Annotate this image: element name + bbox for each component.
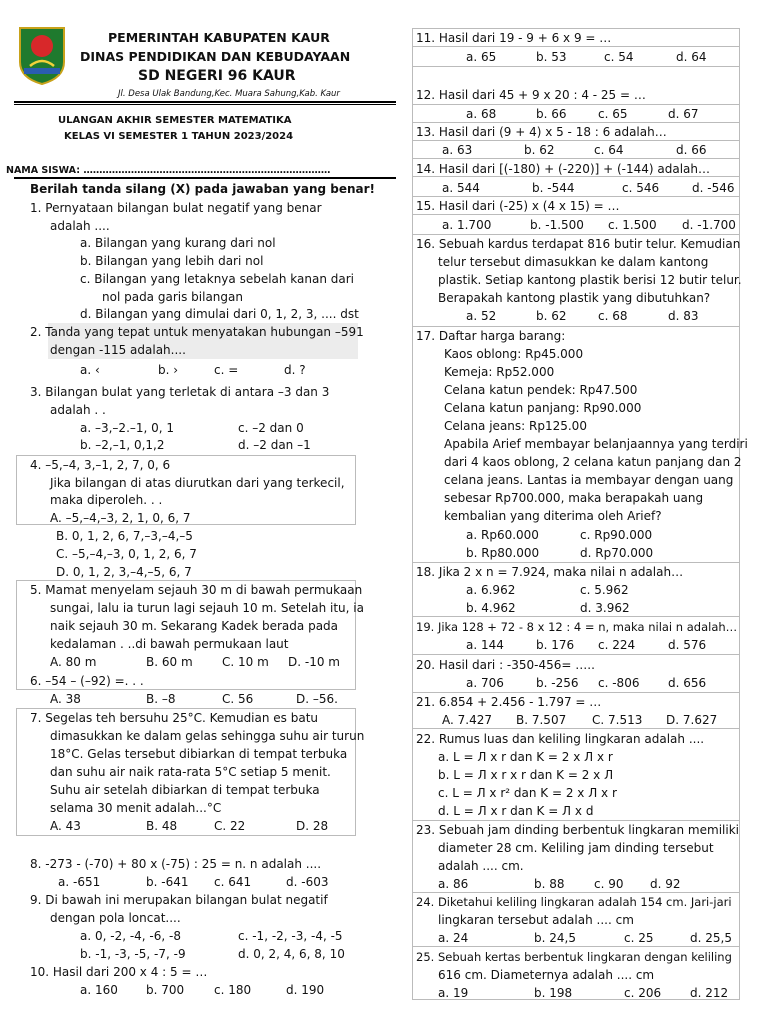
q12-option-a[interactable]: a. 68 <box>466 107 497 121</box>
q11-option-c[interactable]: c. 54 <box>604 50 634 64</box>
q24-option-d[interactable]: d. 25,5 <box>690 931 732 945</box>
question-7-line2: dimasukkan ke dalam gelas sehingga suhu air turun <box>50 729 365 743</box>
q21-option-c[interactable]: C. 7.513 <box>592 713 643 727</box>
question-12: 12. Hasil dari 45 + 9 x 20 : 4 - 25 = … <box>416 88 646 102</box>
q12-option-b[interactable]: b. 66 <box>536 107 567 121</box>
q24-option-b[interactable]: b. 24,5 <box>534 931 576 945</box>
q25-option-c[interactable]: c. 206 <box>624 986 662 1000</box>
q16-option-b[interactable]: b. 62 <box>536 309 567 323</box>
q17-story-1: Apabila Arief membayar belanjaannya yang terdiri <box>444 437 748 451</box>
q18-option-c[interactable]: c. 5.962 <box>580 583 629 597</box>
question-25-line2: 616 cm. Diameternya adalah .... cm <box>438 968 655 982</box>
q19-option-c[interactable]: c. 224 <box>598 638 636 652</box>
question-16-line3: plastik. Setiap kantong plastik berisi 12 butir telur. <box>438 273 742 287</box>
q20-option-a[interactable]: a. 706 <box>466 676 504 690</box>
question-14: 14. Hasil dari [(-180) + (-220)] + (-144) adalah… <box>416 162 711 176</box>
question-18: 18. Jika 2 x n = 7.924, maka nilai n adalah… <box>416 565 684 579</box>
question-10: 10. Hasil dari 200 x 4 : 5 = … <box>30 965 208 979</box>
question-5-line4: kedalaman . ..di bawah permukaan laut <box>50 637 289 651</box>
q4-option-d[interactable]: D. 0, 1, 2, 3,–4,–5, 6, 7 <box>56 565 192 579</box>
q17-price-5: Celana jeans: Rp125.00 <box>444 419 587 433</box>
question-13: 13. Hasil dari (9 + 4) x 5 - 18 : 6 adalah… <box>416 125 667 139</box>
q3-option-b[interactable]: b. –2,–1, 0,1,2 <box>80 438 165 452</box>
question-25: 25. Sebuah kertas berbentuk lingkaran dengan keliling <box>416 950 732 964</box>
q3-option-c[interactable]: c. –2 dan 0 <box>238 421 304 435</box>
row-divider <box>412 692 740 693</box>
q25-option-b[interactable]: b. 198 <box>534 986 573 1000</box>
q15-option-c[interactable]: c. 1.500 <box>608 218 657 232</box>
q17-story-2: dari 4 kaos oblong, 2 celana katun panjang dan 2 <box>444 455 742 469</box>
row-divider <box>412 214 740 215</box>
q17-price-1: Kaos oblong: Rp45.000 <box>444 347 584 361</box>
question-7: 7. Segelas teh bersuhu 25°C. Kemudian es batu <box>30 711 319 725</box>
q19-option-b[interactable]: b. 176 <box>536 638 575 652</box>
instruction: Berilah tanda silang (X) pada jawaban yang benar! <box>30 182 376 196</box>
question-5: 5. Mamat menyelam sejauh 30 m di bawah permukaan <box>30 583 363 597</box>
question-4-line2: Jika bilangan di atas diurutkan dari yang terkecil, <box>50 476 345 490</box>
question-7-line3: 18°C. Gelas tersebut dibiarkan di tempat terbuka <box>50 747 348 761</box>
school-logo <box>16 26 68 86</box>
header-rule-thick <box>14 101 396 103</box>
q23-option-d[interactable]: d. 92 <box>650 877 681 891</box>
question-20: 20. Hasil dari : -350-456= ….. <box>416 658 595 672</box>
q17-option-d[interactable]: d. Rp70.000 <box>580 546 654 560</box>
row-divider <box>412 326 740 327</box>
q10-option-a[interactable]: a. 160 <box>80 983 118 997</box>
q1-option-d[interactable]: d. Bilangan yang dimulai dari 0, 1, 2, 3, .... dst <box>80 307 359 321</box>
q17-story-3: celana jeans. Lantas ia membayar dengan uang <box>444 473 734 487</box>
question-6: 6. –54 – (–92) =. . . <box>30 674 144 688</box>
q1-option-a[interactable]: a. Bilangan yang kurang dari nol <box>80 236 276 250</box>
question-16-line2: telur tersebut dimasukkan ke dalam kantong <box>438 255 709 269</box>
q16-option-a[interactable]: a. 52 <box>466 309 497 323</box>
q15-option-a[interactable]: a. 1.700 <box>442 218 492 232</box>
q18-option-a[interactable]: a. 6.962 <box>466 583 516 597</box>
row-divider <box>412 158 740 159</box>
q6-option-c[interactable]: C. 56 <box>222 692 254 706</box>
exam-class: KELAS VI SEMESTER 1 TAHUN 2023/2024 <box>64 131 294 142</box>
q25-option-d[interactable]: d. 212 <box>690 986 729 1000</box>
q14-option-a[interactable]: a. 544 <box>442 181 480 195</box>
question-1-line2: adalah .... <box>50 219 110 233</box>
row-divider <box>412 820 740 821</box>
q21-option-a[interactable]: A. 7.427 <box>442 713 492 727</box>
header-address: Jl. Desa Ulak Bandung,Kec. Muara Sahung,Kab. Kaur <box>118 89 340 99</box>
q2-option-b[interactable]: b. › <box>158 363 179 377</box>
q6-option-d[interactable]: D. –56. <box>296 692 338 706</box>
q2-option-d[interactable]: d. ? <box>284 363 306 377</box>
row-divider <box>412 122 740 123</box>
q5-option-d[interactable]: D. -10 m <box>288 655 340 669</box>
question-9-line2: dengan pola loncat.... <box>50 911 181 925</box>
q23-option-b[interactable]: b. 88 <box>534 877 565 891</box>
question-7-line6: selama 30 menit adalah...°C <box>50 801 222 815</box>
q17-story-5: kembalian yang diterima oleh Arief? <box>444 509 662 523</box>
q8-option-d[interactable]: d. -603 <box>286 875 329 889</box>
q9-option-a[interactable]: a. 0, -2, -4, -6, -8 <box>80 929 181 943</box>
q17-price-4: Celana katun panjang: Rp90.000 <box>444 401 642 415</box>
q3-option-a[interactable]: a. –3,–2.–1, 0, 1 <box>80 421 175 435</box>
q14-option-d[interactable]: d. -546 <box>692 181 735 195</box>
q12-option-c[interactable]: c. 65 <box>598 107 628 121</box>
q11-option-d[interactable]: d. 64 <box>676 50 707 64</box>
q2-option-a[interactable]: a. ‹ <box>80 363 100 377</box>
q16-option-d[interactable]: d. 83 <box>668 309 699 323</box>
q15-option-b[interactable]: b. -1.500 <box>530 218 584 232</box>
q21-option-b[interactable]: B. 7.507 <box>516 713 567 727</box>
q10-option-b[interactable]: b. 700 <box>146 983 185 997</box>
name-rule <box>14 177 396 179</box>
q18-option-b[interactable]: b. 4.962 <box>466 601 516 615</box>
q15-option-d[interactable]: d. -1.700 <box>682 218 736 232</box>
row-divider <box>412 654 740 655</box>
q13-option-b[interactable]: b. 62 <box>524 143 555 157</box>
q1-option-c[interactable]: c. Bilangan yang letaknya sebelah kanan dari <box>80 272 355 286</box>
question-4: 4. –5,–4, 3,–1, 2, 7, 0, 6 <box>30 458 171 472</box>
question-15: 15. Hasil dari (-25) x (4 x 15) = … <box>416 199 620 213</box>
q5-option-a[interactable]: A. 80 m <box>50 655 97 669</box>
q23-option-c[interactable]: c. 90 <box>594 877 624 891</box>
q4-option-a[interactable]: A. –5,–4,–3, 2, 1, 0, 6, 7 <box>50 511 191 525</box>
question-3-line2: adalah . . <box>50 403 106 417</box>
q4-option-c[interactable]: C. –5,–4,–3, 0, 1, 2, 6, 7 <box>56 547 197 561</box>
question-4-line3: maka diperoleh. . . <box>50 493 163 507</box>
header-rule-thin <box>14 104 396 105</box>
q19-option-d[interactable]: d. 576 <box>668 638 707 652</box>
question-7-line4: dan suhu air naik rata-rata 5°C setiap 5 menit. <box>50 765 331 779</box>
question-23-line3: adalah .... cm. <box>438 859 524 873</box>
row-divider <box>412 46 740 47</box>
q7-option-d[interactable]: D. 28 <box>296 819 329 833</box>
q25-option-a[interactable]: a. 19 <box>438 986 469 1000</box>
q22-option-a[interactable]: a. L = Л x r dan K = 2 x Л x r <box>438 750 613 764</box>
question-8: 8. -273 - (-70) + 80 x (-75) : 25 = n. n adalah .... <box>30 857 322 871</box>
question-21: 21. 6.854 + 2.456 - 1.797 = … <box>416 695 602 709</box>
row-divider <box>412 616 740 617</box>
q22-option-d[interactable]: d. L = Л x r dan K = Л x d <box>438 804 594 818</box>
row-divider <box>412 728 740 729</box>
q24-option-c[interactable]: c. 25 <box>624 931 654 945</box>
question-23: 23. Sebuah jam dinding berbentuk lingkaran memiliki <box>416 823 739 837</box>
student-name-field[interactable]: NAMA SISWA: …………………………………………………………………… <box>6 165 331 176</box>
q2-option-c[interactable]: c. = <box>214 363 239 377</box>
header-school: SD NEGERI 96 KAUR <box>138 68 296 84</box>
q9-option-b[interactable]: b. -1, -3, -5, -7, -9 <box>80 947 186 961</box>
question-7-line5: Suhu air setelah dibiarkan di tempat terbuka <box>50 783 320 797</box>
q3-option-d[interactable]: d. –2 dan –1 <box>238 438 311 452</box>
row-divider <box>412 234 740 235</box>
q17-price-3: Celana katun pendek: Rp47.500 <box>444 383 638 397</box>
question-22: 22. Rumus luas dan keliling lingkaran adalah .... <box>416 732 705 746</box>
q7-option-b[interactable]: B. 48 <box>146 819 178 833</box>
q19-option-a[interactable]: a. 144 <box>466 638 504 652</box>
question-19: 19. Jika 128 + 72 - 8 x 12 : 4 = n, maka nilai n adalah… <box>416 620 738 634</box>
q17-option-b[interactable]: b. Rp80.000 <box>466 546 540 560</box>
q17-option-c[interactable]: c. Rp90.000 <box>580 528 653 542</box>
q14-option-b[interactable]: b. -544 <box>532 181 575 195</box>
q22-option-c[interactable]: c. L = Л x r² dan K = 2 x Л x r <box>438 786 617 800</box>
q4-option-b[interactable]: B. 0, 1, 2, 6, 7,–3,–4,–5 <box>56 529 193 543</box>
question-5-line3: naik sejauh 30 m. Sekarang Kadek berada pada <box>50 619 339 633</box>
q11-option-b[interactable]: b. 53 <box>536 50 567 64</box>
question-1: 1. Pernyataan bilangan bulat negatif yang benar <box>30 201 322 215</box>
exam-title: ULANGAN AKHIR SEMESTER MATEMATIKA <box>58 115 292 126</box>
question-17: 17. Daftar harga barang: <box>416 329 566 343</box>
q12-option-d[interactable]: d. 67 <box>668 107 699 121</box>
q9-option-c[interactable]: c. -1, -2, -3, -4, -5 <box>238 929 343 943</box>
header-department: DINAS PENDIDIKAN DAN KEBUDAYAAN <box>80 49 351 64</box>
question-16-line4: Berapakah kantong plastik yang dibutuhkan? <box>438 291 711 305</box>
q8-option-c[interactable]: c. 641 <box>214 875 252 889</box>
row-divider <box>412 196 740 197</box>
row-divider <box>412 562 740 563</box>
q13-option-d[interactable]: d. 66 <box>676 143 707 157</box>
q24-option-a[interactable]: a. 24 <box>438 931 469 945</box>
q8-option-a[interactable]: a. -651 <box>58 875 101 889</box>
q7-option-c[interactable]: C. 22 <box>214 819 246 833</box>
q17-story-4: sebesar Rp700.000, maka berapakah uang <box>444 491 704 505</box>
q16-option-c[interactable]: c. 68 <box>598 309 628 323</box>
q23-option-a[interactable]: a. 86 <box>438 877 469 891</box>
header-government: PEMERINTAH KABUPATEN KAUR <box>108 30 330 45</box>
q10-option-c[interactable]: c. 180 <box>214 983 252 997</box>
question-24-line2: lingkaran tersebut adalah .... cm <box>438 913 634 927</box>
q1-option-b[interactable]: b. Bilangan yang lebih dari nol <box>80 254 264 268</box>
q21-option-d[interactable]: D. 7.627 <box>666 713 718 727</box>
q17-price-2: Kemeja: Rp52.000 <box>444 365 555 379</box>
q9-option-d[interactable]: d. 0, 2, 4, 6, 8, 10 <box>238 947 345 961</box>
q1-option-c-line2: nol pada garis bilangan <box>102 290 243 304</box>
row-divider <box>412 946 740 947</box>
question-2: 2. Tanda yang tepat untuk menyatakan hubungan –591 <box>30 325 364 339</box>
row-divider <box>412 892 740 893</box>
q10-option-d[interactable]: d. 190 <box>286 983 325 997</box>
question-3: 3. Bilangan bulat yang terletak di antara –3 dan 3 <box>30 385 330 399</box>
q20-option-b[interactable]: b. -256 <box>536 676 579 690</box>
row-divider <box>412 66 740 67</box>
q8-option-b[interactable]: b. -641 <box>146 875 189 889</box>
question-9: 9. Di bawah ini merupakan bilangan bulat negatif <box>30 893 328 907</box>
question-24: 24. Diketahui keliling lingkaran adalah 154 cm. Jari-jari <box>416 895 732 909</box>
question-2-line2: dengan -115 adalah.... <box>50 343 186 357</box>
q17-option-a[interactable]: a. Rp60.000 <box>466 528 539 542</box>
q6-option-a[interactable]: A. 38 <box>50 692 81 706</box>
q11-option-a[interactable]: a. 65 <box>466 50 497 64</box>
q22-option-b[interactable]: b. L = Л x r x r dan K = 2 x Л <box>438 768 614 782</box>
question-5-line2: sungai, lalu ia turun lagi sejauh 10 m. Setelah itu, ia <box>50 601 364 615</box>
q5-option-b[interactable]: B. 60 m <box>146 655 193 669</box>
q20-option-d[interactable]: d. 656 <box>668 676 707 690</box>
q18-option-d[interactable]: d. 3.962 <box>580 601 630 615</box>
q5-option-c[interactable]: C. 10 m <box>222 655 269 669</box>
q7-option-a[interactable]: A. 43 <box>50 819 81 833</box>
row-divider <box>412 140 740 141</box>
question-11: 11. Hasil dari 19 - 9 + 6 x 9 = … <box>416 31 612 45</box>
q13-option-a[interactable]: a. 63 <box>442 143 473 157</box>
q14-option-c[interactable]: c. 546 <box>622 181 660 195</box>
question-16: 16. Sebuah kardus terdapat 816 butir telur. Kemudian <box>416 237 741 251</box>
row-divider <box>412 104 740 105</box>
q13-option-c[interactable]: c. 64 <box>594 143 624 157</box>
q20-option-c[interactable]: c. -806 <box>598 676 640 690</box>
q6-option-b[interactable]: B. –8 <box>146 692 176 706</box>
question-23-line2: diameter 28 cm. Keliling jam dinding tersebut <box>438 841 714 855</box>
